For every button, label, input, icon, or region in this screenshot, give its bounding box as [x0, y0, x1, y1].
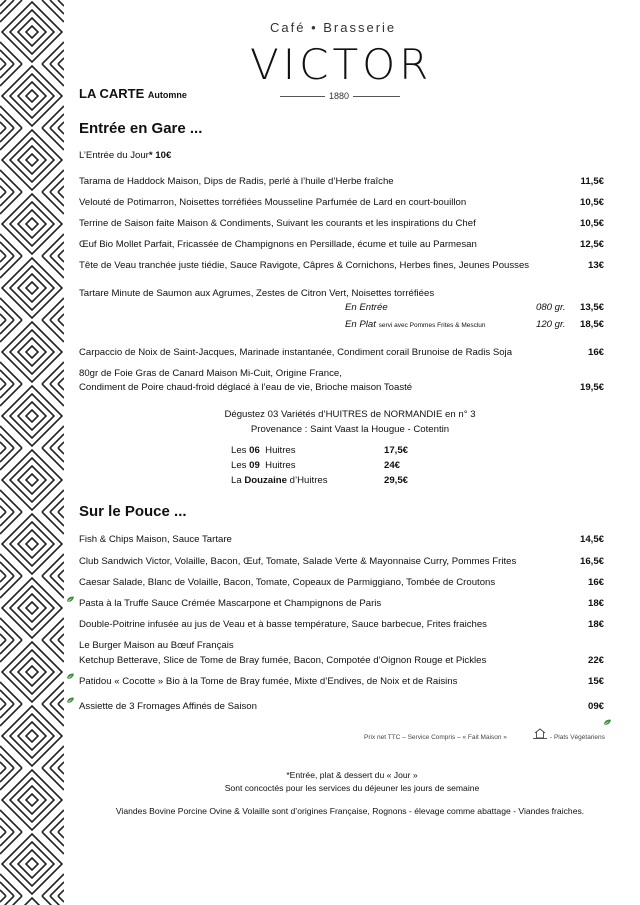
huitres-price: 17,5€	[384, 445, 409, 456]
footer-viandes: Viandes Bovine Porcine Ovine & Volaille sont d’origines Française, Rognons - élevage comme abattage - Viandes fraiches.	[115, 806, 585, 816]
logo-tagline: Café • Brasserie	[270, 20, 397, 35]
legend-fait-maison: Prix net TTC – Service Compris – « Fait Maison »	[364, 734, 507, 741]
foie-line1: 80gr de Foie Gras de Canard Maison Mi-Cuit, Origine France,	[79, 368, 342, 379]
vegetarian-leaf-icon	[603, 719, 612, 726]
entree-du-jour: L’Entrée du Jour* 10€	[79, 150, 172, 161]
logo-name: VICTOR	[250, 40, 433, 89]
burger-line1: Le Burger Maison au Bœuf Français	[79, 640, 234, 651]
tartare-entree-label: En Entrée	[345, 302, 388, 313]
tartare-entree-weight: 080 gr.	[536, 302, 566, 313]
vegetarian-leaf-icon	[66, 596, 75, 603]
huitres-row: La Douzaine d’Huitres	[231, 475, 328, 486]
huitres-title: Dégustez 03 Variétés d’HUITRES de NORMANDIE en n° 3	[224, 409, 476, 420]
tartare-plat-price: 18,5€	[579, 319, 604, 330]
carte-title: LA CARTE Automne	[79, 86, 187, 101]
footer-jour-note: Sont concoctés pour les services du déjeuner les jours de semaine	[224, 783, 480, 793]
huitres-row: Les 06 Huitres	[231, 445, 296, 456]
tartare-desc: Tartare Minute de Saumon aux Agrumes, Zestes de Citron Vert, Noisettes torréfiées	[79, 288, 435, 299]
legend-vegetarien: - Plats Végétariens	[550, 734, 605, 741]
vegetarian-leaf-icon	[66, 673, 75, 680]
section-heading-entree: Entrée en Gare ...	[79, 120, 203, 137]
fait-maison-icon	[533, 727, 547, 740]
huitres-provenance: Provenance : Saint Vaast la Hougue - Cotentin	[250, 424, 450, 435]
section-heading-pouce: Sur le Pouce ...	[79, 503, 187, 520]
vegetarian-leaf-icon	[66, 697, 75, 704]
logo-year: 1880	[325, 91, 353, 101]
footer-jour-title: *Entrée, plat & dessert du « Jour »	[286, 770, 418, 780]
huitres-row: Les 09 Huitres	[231, 460, 296, 471]
tartare-plat-weight: 120 gr.	[536, 319, 566, 330]
huitres-price: 24€	[384, 460, 401, 471]
carte-season: Automne	[147, 90, 187, 100]
huitres-price: 29,5€	[384, 475, 409, 486]
tartare-plat: En Plat servi avec Pommes Frites & Mesclun	[345, 319, 486, 330]
tartare-entree-price: 13,5€	[579, 302, 604, 313]
